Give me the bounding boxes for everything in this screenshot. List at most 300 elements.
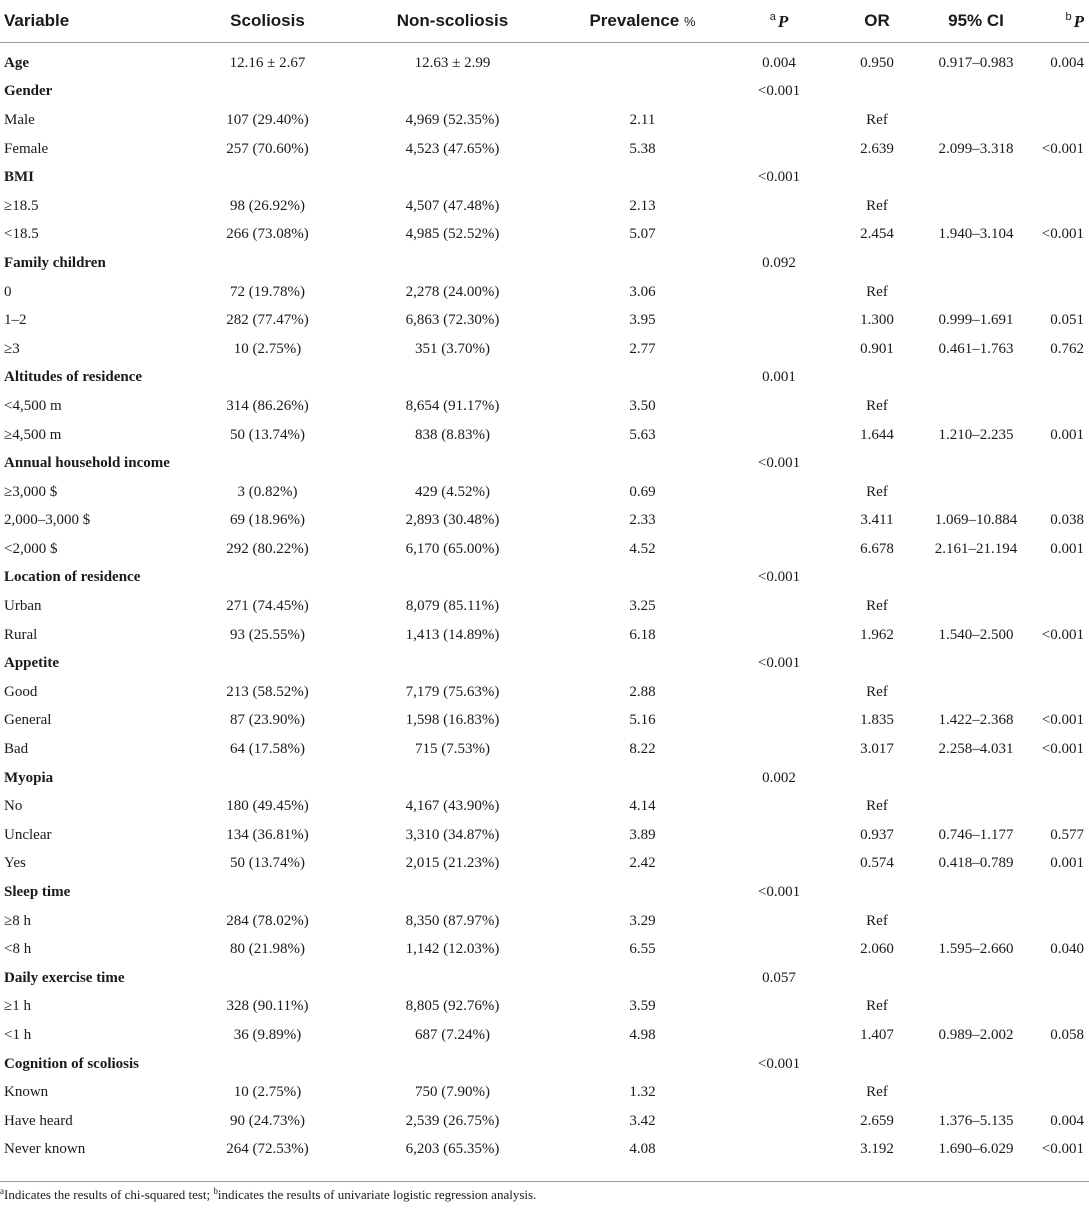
table-row: [0, 421, 1089, 450]
table-group-row: [0, 364, 1089, 393]
cell-variable: ≥3,000 $: [4, 483, 58, 500]
cell-ci: [926, 163, 1026, 192]
cell-b-p: <0.001: [1041, 226, 1084, 243]
cell-variable: <1 h: [4, 1026, 32, 1043]
cell-ci: 1.540–2.500: [938, 626, 1014, 643]
cell-scoliosis: 282 (77.47%): [226, 312, 309, 329]
cell-variable: BMI: [4, 169, 34, 186]
cell-ci: [926, 564, 1026, 593]
cell-ci: 0.418–0.789: [938, 855, 1014, 872]
cell-non-scoliosis: 8,805 (92.76%): [405, 998, 500, 1015]
table-row: [0, 1107, 1089, 1136]
cell-ci: [926, 792, 1026, 821]
cell-a-p: 0.001: [762, 369, 796, 386]
cell-prevalence: 3.06: [629, 283, 656, 300]
cell-variable: ≥3: [4, 340, 20, 357]
header-a-p-label: P: [777, 11, 789, 31]
cell-non-scoliosis: 8,350 (87.97%): [405, 912, 500, 929]
cell-ci: 2.258–4.031: [938, 741, 1014, 758]
cell-scoliosis: 93 (25.55%): [230, 626, 305, 643]
cell-non-scoliosis: 8,079 (85.11%): [405, 598, 500, 615]
cell-scoliosis: 80 (21.98%): [230, 941, 305, 958]
table-group-row: [0, 43, 1089, 78]
cell-non-scoliosis: 4,167 (43.90%): [405, 798, 500, 815]
cell-variable: Location of residence: [4, 569, 141, 586]
cell-b-p: [1026, 564, 1089, 593]
cell-variable: Never known: [4, 1141, 86, 1158]
cell-a-p: [730, 707, 828, 736]
footnote-b-text: indicates the results of univariate logistic regression analysis.: [217, 1187, 537, 1202]
cell-non-scoliosis: [350, 364, 555, 393]
cell-variable: Rural: [4, 626, 38, 643]
header-b-sup: b: [1065, 10, 1072, 23]
cell-prevalence: [555, 1050, 730, 1079]
cell-b-p: [1026, 364, 1089, 393]
cell-non-scoliosis: 2,539 (26.75%): [405, 1112, 500, 1129]
cell-b-p: [1026, 1050, 1089, 1079]
cell-scoliosis: 36 (9.89%): [233, 1026, 302, 1043]
cell-variable: Known: [4, 1084, 49, 1101]
cell-ci: 1.376–5.135: [938, 1112, 1014, 1129]
cell-scoliosis: [185, 78, 350, 107]
cell-or: [828, 878, 926, 907]
cell-scoliosis: 10 (2.75%): [233, 1084, 302, 1101]
cell-a-p: [730, 935, 828, 964]
cell-non-scoliosis: 6,863 (72.30%): [405, 312, 500, 329]
cell-a-p: <0.001: [757, 884, 801, 901]
cell-or: [828, 764, 926, 793]
cell-non-scoliosis: 8,654 (91.17%): [405, 397, 500, 414]
cell-a-p: 0.002: [762, 769, 796, 786]
cell-b-p: 0.001: [1050, 426, 1084, 443]
cell-b-p: <0.001: [1041, 140, 1084, 157]
cell-ci: [926, 964, 1026, 993]
cell-b-p: [1026, 192, 1089, 221]
header-row: [0, 0, 1089, 43]
cell-variable: Bad: [4, 741, 29, 758]
cell-ci: [926, 592, 1026, 621]
cell-non-scoliosis: 351 (3.70%): [415, 340, 490, 357]
cell-scoliosis: 257 (70.60%): [226, 140, 309, 157]
cell-prevalence: 5.38: [629, 140, 656, 157]
cell-prevalence: 8.22: [629, 741, 656, 758]
cell-b-p: [1026, 163, 1089, 192]
cell-non-scoliosis: [350, 878, 555, 907]
cell-a-p: [730, 1136, 828, 1165]
table-row: [0, 335, 1089, 364]
cell-ci: 0.989–2.002: [938, 1026, 1014, 1043]
cell-a-p: [730, 735, 828, 764]
cell-variable: Altitudes of residence: [4, 369, 143, 386]
cell-variable: ≥4,500 m: [4, 426, 62, 443]
cell-or: Ref: [866, 197, 888, 214]
cell-prevalence: 3.50: [629, 397, 656, 414]
header-prevalence-label: Prevalence: [589, 11, 680, 30]
cell-scoliosis: 72 (19.78%): [230, 283, 305, 300]
cell-ci: [926, 364, 1026, 393]
cell-variable: ≥8 h: [4, 912, 31, 929]
cell-a-p: [730, 306, 828, 335]
cell-scoliosis: 292 (80.22%): [226, 540, 309, 557]
cell-a-p: [730, 592, 828, 621]
cell-scoliosis: [185, 764, 350, 793]
cell-scoliosis: 3 (0.82%): [237, 483, 298, 500]
cell-or: 1.407: [860, 1026, 894, 1043]
cell-scoliosis: 69 (18.96%): [230, 512, 305, 529]
cell-b-p: [1026, 792, 1089, 821]
cell-ci: [926, 106, 1026, 135]
cell-b-p: 0.001: [1050, 855, 1084, 872]
table-row: [0, 1021, 1089, 1050]
cell-prevalence: 2.11: [629, 111, 656, 128]
cell-a-p: <0.001: [757, 655, 801, 672]
cell-non-scoliosis: 2,278 (24.00%): [405, 283, 500, 300]
cell-b-p: [1026, 449, 1089, 478]
cell-or: [828, 249, 926, 278]
table-row: [0, 392, 1089, 421]
cell-non-scoliosis: 4,507 (47.48%): [405, 197, 500, 214]
cell-ci: [926, 678, 1026, 707]
table-row: [0, 792, 1089, 821]
cell-b-p: 0.762: [1050, 340, 1084, 357]
table-row: [0, 735, 1089, 764]
table-row: [0, 707, 1089, 736]
cell-ci: 0.461–1.763: [938, 340, 1014, 357]
table-group-row: [0, 564, 1089, 593]
cell-a-p: [730, 278, 828, 307]
cell-a-p: [730, 1021, 828, 1050]
cell-non-scoliosis: [350, 764, 555, 793]
footnote-a-sup: a: [0, 1186, 4, 1196]
header-prevalence: [555, 0, 730, 43]
cell-scoliosis: 266 (73.08%): [226, 226, 309, 243]
cell-a-p: [730, 792, 828, 821]
table-footnote: [0, 1186, 536, 1203]
cell-ci: [926, 78, 1026, 107]
cell-or: 6.678: [860, 540, 894, 557]
cell-scoliosis: 50 (13.74%): [230, 855, 305, 872]
cell-or: 1.300: [860, 312, 894, 329]
table-row: [0, 306, 1089, 335]
cell-variable: Good: [4, 683, 38, 700]
cell-variable: Sleep time: [4, 884, 71, 901]
cell-ci: [926, 392, 1026, 421]
cell-non-scoliosis: [350, 249, 555, 278]
cell-prevalence: 2.88: [629, 683, 656, 700]
cell-or: Ref: [866, 798, 888, 815]
cell-ci: 1.595–2.660: [938, 941, 1014, 958]
cell-prevalence: [555, 564, 730, 593]
cell-a-p: <0.001: [757, 569, 801, 586]
cell-b-p: 0.004: [1050, 1112, 1084, 1129]
cell-b-p: [1026, 964, 1089, 993]
header-or: OR: [828, 0, 926, 43]
cell-or: 3.017: [860, 741, 894, 758]
cell-scoliosis: 10 (2.75%): [233, 340, 302, 357]
cell-prevalence: 5.07: [629, 226, 656, 243]
cell-prevalence: [555, 163, 730, 192]
cell-ci: [926, 878, 1026, 907]
cell-non-scoliosis: 7,179 (75.63%): [405, 683, 500, 700]
cell-prevalence: [555, 649, 730, 678]
cell-non-scoliosis: [350, 649, 555, 678]
header-scoliosis: Scoliosis: [185, 0, 350, 43]
cell-scoliosis: 12.16 ± 2.67: [229, 54, 306, 71]
cell-variable: Urban: [4, 598, 42, 615]
cell-non-scoliosis: 1,598 (16.83%): [405, 712, 500, 729]
table-group-row: [0, 878, 1089, 907]
cell-non-scoliosis: [350, 964, 555, 993]
cell-b-p: [1026, 478, 1089, 507]
cell-or: [828, 564, 926, 593]
cell-a-p: <0.001: [757, 169, 801, 186]
cell-variable: ≥18.5: [4, 197, 39, 214]
cell-non-scoliosis: [350, 163, 555, 192]
cell-or: [828, 78, 926, 107]
cell-ci: [926, 249, 1026, 278]
cell-a-p: [730, 678, 828, 707]
cell-b-p: 0.058: [1050, 1026, 1084, 1043]
cell-ci: 1.940–3.104: [938, 226, 1014, 243]
cell-scoliosis: [185, 364, 350, 393]
cell-ci: 1.690–6.029: [938, 1141, 1014, 1158]
table-group-row: [0, 163, 1089, 192]
cell-prevalence: [555, 878, 730, 907]
table-row: [0, 821, 1089, 850]
cell-non-scoliosis: [350, 1050, 555, 1079]
cell-ci: 0.917–0.983: [938, 54, 1014, 71]
cell-scoliosis: 87 (23.90%): [230, 712, 305, 729]
cell-ci: [926, 449, 1026, 478]
cell-or: [828, 163, 926, 192]
table-row: [0, 1078, 1089, 1107]
cell-variable: Gender: [4, 83, 53, 100]
cell-or: 2.454: [860, 226, 894, 243]
table-group-row: [0, 78, 1089, 107]
cell-or: Ref: [866, 111, 888, 128]
table-group-row: [0, 449, 1089, 478]
cell-a-p: [730, 421, 828, 450]
cell-b-p: 0.051: [1050, 312, 1084, 329]
cell-variable: Unclear: [4, 826, 52, 843]
cell-b-p: [1026, 993, 1089, 1022]
cell-prevalence: [555, 364, 730, 393]
cell-scoliosis: 213 (58.52%): [226, 683, 309, 700]
cell-non-scoliosis: 838 (8.83%): [415, 426, 490, 443]
cell-a-p: <0.001: [757, 83, 801, 100]
cell-variable: Annual household income: [4, 455, 170, 472]
cell-a-p: <0.001: [757, 455, 801, 472]
cell-variable: Daily exercise time: [4, 969, 125, 986]
cell-or: Ref: [866, 912, 888, 929]
cell-a-p: 0.057: [762, 969, 796, 986]
table-row: [0, 221, 1089, 250]
cell-b-p: [1026, 249, 1089, 278]
cell-ci: [926, 278, 1026, 307]
cell-non-scoliosis: 2,015 (21.23%): [405, 855, 500, 872]
cell-variable: Male: [4, 111, 35, 128]
cell-ci: [926, 993, 1026, 1022]
cell-or: [828, 964, 926, 993]
cell-prevalence: 1.32: [629, 1084, 656, 1101]
header-prevalence-unit: %: [683, 14, 696, 29]
cell-prevalence: 2.33: [629, 512, 656, 529]
cell-scoliosis: [185, 249, 350, 278]
cell-non-scoliosis: 2,893 (30.48%): [405, 512, 500, 529]
header-b-p: [1026, 0, 1089, 43]
cell-scoliosis: 90 (24.73%): [230, 1112, 305, 1129]
footnote-b-sup: b: [213, 1186, 218, 1196]
table-body: [0, 43, 1089, 1165]
cell-prevalence: 0.69: [629, 483, 656, 500]
cell-scoliosis: [185, 878, 350, 907]
cell-scoliosis: 271 (74.45%): [226, 598, 309, 615]
header-a-p: [730, 0, 828, 43]
cell-prevalence: 5.63: [629, 426, 656, 443]
cell-ci: 0.746–1.177: [938, 826, 1014, 843]
cell-variable: Yes: [4, 855, 26, 872]
table-row: [0, 192, 1089, 221]
table-row: [0, 278, 1089, 307]
cell-ci: [926, 907, 1026, 936]
cell-non-scoliosis: 750 (7.90%): [415, 1084, 490, 1101]
cell-or: Ref: [866, 598, 888, 615]
cell-a-p: [730, 1107, 828, 1136]
cell-a-p: [730, 535, 828, 564]
cell-b-p: <0.001: [1041, 626, 1084, 643]
cell-b-p: 0.577: [1050, 826, 1084, 843]
cell-non-scoliosis: 4,969 (52.35%): [405, 111, 500, 128]
table-row: [0, 907, 1089, 936]
cell-b-p: <0.001: [1041, 712, 1084, 729]
cell-or: 3.192: [860, 1141, 894, 1158]
cell-ci: 2.099–3.318: [938, 140, 1014, 157]
cell-b-p: [1026, 78, 1089, 107]
cell-prevalence: 6.55: [629, 941, 656, 958]
cell-prevalence: 3.42: [629, 1112, 656, 1129]
cell-ci: 2.161–21.194: [934, 540, 1018, 557]
cell-b-p: [1026, 278, 1089, 307]
cell-variable: 1–2: [4, 312, 27, 329]
cell-b-p: 0.040: [1050, 941, 1084, 958]
cell-or: [828, 649, 926, 678]
table-group-row: [0, 1050, 1089, 1079]
header-variable: Variable: [0, 0, 185, 43]
cell-a-p: [730, 993, 828, 1022]
cell-scoliosis: [185, 449, 350, 478]
cell-ci: 0.999–1.691: [938, 312, 1014, 329]
cell-scoliosis: [185, 564, 350, 593]
cell-non-scoliosis: 4,985 (52.52%): [405, 226, 500, 243]
cell-scoliosis: 64 (17.58%): [230, 741, 305, 758]
cell-ci: [926, 1050, 1026, 1079]
cell-variable: <4,500 m: [4, 397, 62, 414]
cell-or: Ref: [866, 397, 888, 414]
cell-a-p: [730, 850, 828, 879]
cell-a-p: [730, 135, 828, 164]
cell-prevalence: [555, 764, 730, 793]
cell-b-p: [1026, 392, 1089, 421]
cell-or: 1.962: [860, 626, 894, 643]
cell-prevalence: 5.16: [629, 712, 656, 729]
cell-scoliosis: 314 (86.26%): [226, 397, 309, 414]
cell-scoliosis: 284 (78.02%): [226, 912, 309, 929]
cell-non-scoliosis: [350, 449, 555, 478]
cell-non-scoliosis: 1,142 (12.03%): [405, 941, 500, 958]
cell-scoliosis: [185, 649, 350, 678]
cell-variable: 2,000–3,000 $: [4, 512, 91, 529]
header-non-scoliosis: Non-scoliosis: [350, 0, 555, 43]
cell-or: Ref: [866, 1084, 888, 1101]
table-group-row: [0, 649, 1089, 678]
cell-or: 1.835: [860, 712, 894, 729]
table-row: [0, 993, 1089, 1022]
table-group-row: [0, 249, 1089, 278]
cell-prevalence: [555, 449, 730, 478]
cell-variable: Appetite: [4, 655, 59, 672]
cell-or: 3.411: [860, 512, 894, 529]
cell-a-p: [730, 907, 828, 936]
cell-or: 0.901: [860, 340, 894, 357]
cell-b-p: 0.001: [1050, 540, 1084, 557]
cell-non-scoliosis: 429 (4.52%): [415, 483, 490, 500]
cell-prevalence: 2.13: [629, 197, 656, 214]
cell-scoliosis: 264 (72.53%): [226, 1141, 309, 1158]
cell-prevalence: 3.29: [629, 912, 656, 929]
cell-a-p: [730, 821, 828, 850]
cell-variable: Myopia: [4, 769, 54, 786]
cell-or: 0.950: [860, 54, 894, 71]
cell-variable: Have heard: [4, 1112, 73, 1129]
cell-prevalence: 2.42: [629, 855, 656, 872]
cell-b-p: 0.038: [1050, 512, 1084, 529]
cell-prevalence: 4.52: [629, 540, 656, 557]
table-row: [0, 935, 1089, 964]
cell-variable: Age: [4, 54, 29, 71]
cell-variable: ≥1 h: [4, 998, 31, 1015]
cell-prevalence: [555, 78, 730, 107]
cell-ci: [926, 1078, 1026, 1107]
cell-non-scoliosis: 715 (7.53%): [415, 741, 490, 758]
cell-b-p: <0.001: [1041, 1141, 1084, 1158]
table-row: [0, 106, 1089, 135]
cell-or: 0.574: [860, 855, 894, 872]
table-row: [0, 678, 1089, 707]
cell-a-p: [730, 1078, 828, 1107]
cell-scoliosis: [185, 163, 350, 192]
cell-b-p: [1026, 106, 1089, 135]
cell-variable: <8 h: [4, 941, 32, 958]
cell-variable: Female: [4, 140, 49, 157]
cell-b-p: <0.001: [1041, 741, 1084, 758]
cell-non-scoliosis: 6,203 (65.35%): [405, 1141, 500, 1158]
table-row: [0, 535, 1089, 564]
cell-variable: Cognition of scoliosis: [4, 1055, 140, 1072]
cell-or: Ref: [866, 683, 888, 700]
table-row: [0, 507, 1089, 536]
cell-scoliosis: 98 (26.92%): [230, 197, 305, 214]
cell-non-scoliosis: 4,523 (47.65%): [405, 140, 500, 157]
table-group-row: [0, 964, 1089, 993]
cell-b-p: 0.004: [1050, 54, 1084, 71]
cell-a-p: [730, 507, 828, 536]
cell-ci: [926, 478, 1026, 507]
cell-or: [828, 1050, 926, 1079]
cell-prevalence: 4.98: [629, 1026, 656, 1043]
cell-variable: Family children: [4, 254, 106, 271]
cell-a-p: 0.092: [762, 254, 796, 271]
table-row: [0, 621, 1089, 650]
